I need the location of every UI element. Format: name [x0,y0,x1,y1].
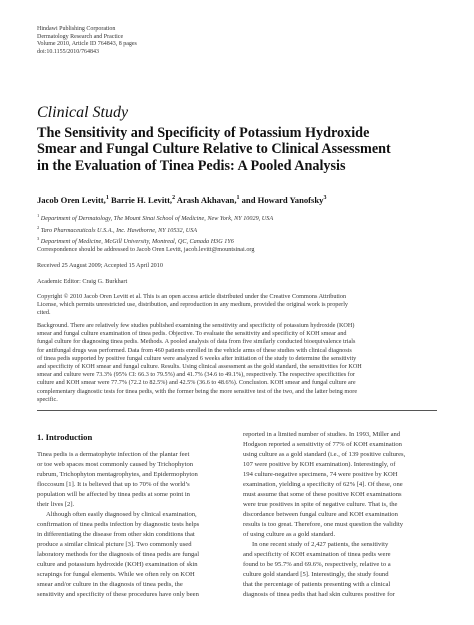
body-line: culture gold standard [5]. Interestingly, the study found [243,571,389,578]
body-line: or toe web spaces most commonly caused by Trichophyton [37,461,194,468]
affil-text: Taro Pharmaceuticals U.S.A., Inc. Hawthorne, NY 10532, USA [40,226,198,234]
author-name: Jacob Oren Levitt, [37,195,106,205]
abstract-line: fungal culture for diagnosing tinea pedis. Methods. A pooled analysis of data from five similarly conducted bioequivalence trials [37,338,356,346]
body-line: laboratory methods for the diagnosis of tinea pedis are fungal [37,551,200,558]
article-title [37,125,442,174]
body-line: sensitivity and specificity of these procedures have only been [37,591,199,598]
body-line: results is too great. Therefore, one must question the validity [243,521,404,528]
copyright-line: License, which permits unrestricted use, distribution, and reproduction in any medium, provided the original work is properly [37,301,349,309]
left-column [37,450,199,600]
affil-text: Department of Dermatology, The Mount Sinai School of Medicine, New York, NY 10029, USA [40,215,274,223]
author-name: Barrie H. Levitt, [110,195,173,205]
affil-mark: 1 [37,213,40,218]
abstract-line: of tinea pedis supported by positive fungal culture were analyzed 6 weeks after initiation of the study to determine the sensitivity [37,354,357,362]
affil-mark: 3 [37,236,40,242]
body-line: 194 culture-negative specimens, 74 were positive by KOH [243,471,398,478]
copyright-line: cited. [37,309,51,317]
abstract-line: culture and KOH smear were 77.7% (72.2 to 82.5%) and 42.5% (36.6 to 48.6%). Conclusion. KOH smear and fungal culture are [37,379,356,387]
body-line: in differentiating the disease from other skin conditions that [37,531,195,538]
abstract-line: smear and culture were 73.3% (95% CI: 66.3 to 79.5%) and 41.7% (34.6 to 49.1%), respectively. The respective specificities for [37,371,355,379]
body-line: culture and potassium hydroxide (KOH) examination of skin [37,561,198,568]
abstract-line: and specificity of KOH smear and fungal culture. Results. Using clinical assessment as the gold standard, the sensitivities for KOH [37,363,362,371]
author-name: and Howard Yanofsky [241,195,324,205]
abstract-line: specific. [37,395,58,403]
affiliation [37,224,273,236]
author-affil-mark: 1 [236,195,240,202]
title-line: Smear and Fungal Culture Relative to Clinical Assessment [37,141,391,158]
section-divider [37,410,437,411]
body-line: scrapings for fungal elements. While we often rely on KOH [37,571,195,578]
body-line: and specificity of KOH examination of tinea pedis were [243,551,391,558]
article-type: Clinical Study [37,104,129,121]
author-affil-mark: 2 [172,195,176,202]
body-line: 107 were positive by KOH examination). Interestingly, of [243,461,396,468]
affil-text: Department of Medicine, McGill University, Montreal, QC, Canada H3G 1Y6 [40,238,234,246]
academic-editor: Academic Editor: Craig G. Burkhart [37,278,128,285]
body-line: floccosum [1]. It is believed that up to 70% of the world’s [37,481,190,488]
body-line: rubrum, Trichophyton mentagrophytes, and Epidermophyton [37,471,198,478]
abstract-line: Background. There are relatively few studies published examining the sensitivity and specificity of potassium hydroxide (KOH) [37,322,355,329]
affiliations [37,212,273,247]
body-line: Tinea pedis is a dermatophyte infection of the plantar feet [37,451,190,458]
section-heading: 1. Introduction [37,432,93,442]
abstract [37,322,437,404]
body-line: their lives [2]. [37,501,75,508]
title-line: in the Evaluation of Tinea Pedis: A Pooled Analysis [37,157,346,174]
abstract-line: smear and fungal culture examination of tinea pedis. Objective. To evaluate the sensitivity and specificity of KOH smear and [37,330,347,338]
body-line: using culture as a gold standard (i.e., of 139 positive cultures, [243,451,406,458]
body-line: In one recent study of 2,427 patients, the sensitivity [252,541,389,548]
body-line: examination, yielding a specificity of 62% [4]. Of these, one [243,481,403,488]
journal-doi[interactable]: doi:10.1155/2010/764843 [37,48,99,55]
author-affil-mark: 3 [323,195,327,202]
received-dates: Received 25 August 2009; Accepted 15 April 2010 [37,262,163,269]
body-line: confirmation of tinea pedis infection by diagnostic tests helps [37,521,200,528]
body-line: produce a similar clinical picture [3]. Two commonly used [37,541,192,548]
body-line: found to be 95.7% and 69.6%, respectively, relative to a [243,561,391,568]
body-line: diagnosis of tinea pedis that had skin cultures positive for [243,591,395,598]
journal-header [37,26,137,56]
body-line: smear and/or culture in the diagnosis of tinea pedis, the [37,581,183,588]
body-line: discordance between fungal culture and KOH examination [243,511,398,518]
correspondence: Correspondence should be addressed to Jacob Oren Levitt, jacob.levitt@mountsinai.org [37,246,255,253]
copyright-notice [37,293,437,318]
body-line: of using culture as a gold standard. [243,531,336,538]
abstract-line: for antifungal drugs was performed. Data from 460 patients enrolled in the vehicle arms of these studies with clinical diagnosis [37,346,352,354]
right-column [243,430,405,600]
author-name: Arash Akhavan, [176,195,237,205]
body-line: Although often easily diagnosed by clinical examination, [46,511,197,518]
journal-publisher: Hindawi Publishing Corporation [37,26,116,32]
body-line: must assume that some of these positive KOH examinations [243,491,402,498]
body-line: reported in a limited number of studies. In 1993, Miller and [243,431,401,438]
affil-mark: 2 [37,224,40,230]
journal-volume: Volume 2010, Article ID 764843, 8 pages [37,41,137,48]
body-line: that the percentage of patients presenting with a clinical [243,581,391,588]
author-affil-mark: 1 [105,195,109,202]
body-line: Hodgson reported a sensitivity of 77% of KOH examination [243,441,402,448]
body-line: population will be affected by tinea pedis at some point in [37,491,190,498]
affiliation [37,212,273,224]
author-list [37,195,326,205]
title-line: The Sensitivity and Specificity of Potassium Hydroxide [37,125,370,141]
journal-name: Dermatology Research and Practice [37,33,124,40]
abstract-line: complementary diagnostic tests for tinea pedis, with the former being the more sensitive test of the two, and the latter being more [37,387,358,395]
body-line: were true positives in spite of negative culture. That is, the [243,501,398,508]
copyright-line: Copyright © 2010 Jacob Oren Levitt et al. This is an open access article distributed under the Creative Commons Attribution [37,293,347,300]
